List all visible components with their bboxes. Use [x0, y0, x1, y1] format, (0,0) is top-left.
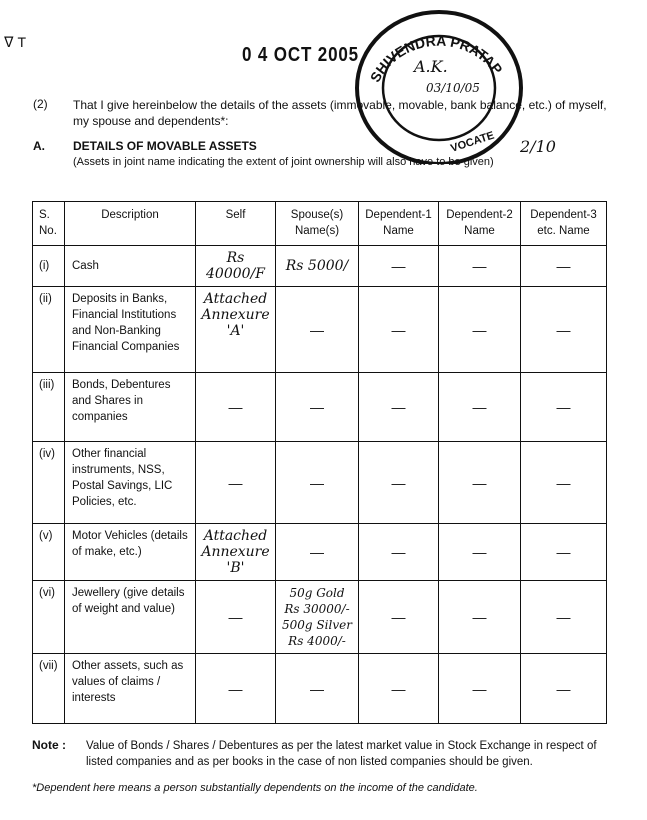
- date-stamp: 0 4 OCT 2005: [242, 44, 359, 66]
- cell-dependent-3: —: [521, 246, 607, 287]
- row-sno: (v): [33, 524, 65, 581]
- header-sno: S. No.: [33, 202, 65, 246]
- section-title: DETAILS OF MOVABLE ASSETS: [73, 139, 257, 153]
- cell-dependent-1: —: [359, 654, 439, 724]
- notary-seal: [352, 2, 526, 164]
- header-self: Self: [196, 202, 276, 246]
- cell-self: —: [196, 442, 276, 524]
- cell-dependent-3: —: [521, 581, 607, 654]
- cell-dependent-2: —: [439, 581, 521, 654]
- cell-dependent-1: —: [359, 373, 439, 442]
- cell-self: Attached Annexure 'A': [196, 287, 276, 373]
- note-label: Note :: [32, 738, 66, 752]
- row-description: Cash: [65, 246, 196, 287]
- footnote: *Dependent here means a person substantially dependents on the income of the candidate.: [32, 782, 478, 794]
- row-description: Jewellery (give details of weight and value): [65, 581, 196, 654]
- cell-dependent-1: —: [359, 287, 439, 373]
- cell-spouse: —: [276, 524, 359, 581]
- row-sno: (vii): [33, 654, 65, 724]
- page-number: 2/10: [520, 137, 556, 156]
- cell-self: Rs 40000/F: [196, 246, 276, 287]
- header-dependent-2: Dependent-2 Name: [439, 202, 521, 246]
- header-dependent-1: Dependent-1 Name: [359, 202, 439, 246]
- corner-mark: ᐁ T: [4, 34, 27, 50]
- cell-self: —: [196, 581, 276, 654]
- cell-dependent-2: —: [439, 246, 521, 287]
- cell-dependent-3: —: [521, 373, 607, 442]
- cell-dependent-2: —: [439, 654, 521, 724]
- section-note: (Assets in joint name indicating the extent of joint ownership will also have to be given): [73, 156, 494, 168]
- cell-dependent-3: —: [521, 654, 607, 724]
- cell-dependent-2: —: [439, 524, 521, 581]
- cell-dependent-2: —: [439, 287, 521, 373]
- seal-handwriting-2: 03/10/05: [426, 81, 480, 95]
- cell-spouse: —: [276, 654, 359, 724]
- cell-spouse: —: [276, 373, 359, 442]
- table-row: [33, 287, 607, 373]
- table-row: [33, 581, 607, 654]
- table-row: [33, 654, 607, 724]
- note-text: Value of Bonds / Shares / Debentures as per the latest market value in Stock Exchange in respect of listed companies and as per books in the case of non listed companies should be given.: [86, 740, 597, 768]
- table-row: [33, 373, 607, 442]
- row-description: Deposits in Banks, Financial Institutions and Non-Banking Financial Companies: [65, 287, 196, 373]
- table-row: [33, 442, 607, 524]
- row-sno: (iii): [33, 373, 65, 442]
- table-row: [33, 524, 607, 581]
- cell-spouse: —: [276, 287, 359, 373]
- table-row: [33, 246, 607, 287]
- cell-self: Attached Annexure 'B': [196, 524, 276, 581]
- paragraph-number: (2): [33, 97, 48, 111]
- seal-handwriting-1: A.K.: [414, 57, 448, 76]
- paragraph-text: That I give hereinbelow the details of the assets (immovable, movable, bank balance, etc.) of myself, my spouse and dependents*:: [73, 98, 607, 128]
- section-letter: A.: [33, 139, 45, 153]
- row-sno: (ii): [33, 287, 65, 373]
- header-spouse: Spouse(s) Name(s): [276, 202, 359, 246]
- header-description: Description: [65, 202, 196, 246]
- cell-dependent-1: —: [359, 442, 439, 524]
- cell-dependent-3: —: [521, 287, 607, 373]
- cell-spouse: 50g Gold Rs 30000/- 500g Silver Rs 4000/-: [276, 581, 359, 654]
- cell-dependent-1: —: [359, 524, 439, 581]
- cell-dependent-2: —: [439, 373, 521, 442]
- cell-self: —: [196, 373, 276, 442]
- cell-dependent-3: —: [521, 442, 607, 524]
- seal-bottom-text: VOCATE: [449, 129, 496, 155]
- row-sno: (iv): [33, 442, 65, 524]
- table-header-row: [33, 202, 607, 246]
- cell-dependent-3: —: [521, 524, 607, 581]
- row-sno: (vi): [33, 581, 65, 654]
- row-description: Bonds, Debentures and Shares in companies: [65, 373, 196, 442]
- cell-spouse: Rs 5000/: [276, 246, 359, 287]
- cell-dependent-1: —: [359, 246, 439, 287]
- cell-dependent-1: —: [359, 581, 439, 654]
- movable-assets-table: [32, 201, 607, 724]
- cell-dependent-2: —: [439, 442, 521, 524]
- cell-spouse: —: [276, 442, 359, 524]
- row-description: Other assets, such as values of claims / interests: [65, 654, 196, 724]
- header-dependent-3: Dependent-3 etc. Name: [521, 202, 607, 246]
- cell-self: —: [196, 654, 276, 724]
- row-description: Motor Vehicles (details of make, etc.): [65, 524, 196, 581]
- row-sno: (i): [33, 246, 65, 287]
- row-description: Other financial instruments, NSS, Postal Savings, LIC Policies, etc.: [65, 442, 196, 524]
- seal-name: SHIVENDRA PRATAP: [366, 32, 506, 85]
